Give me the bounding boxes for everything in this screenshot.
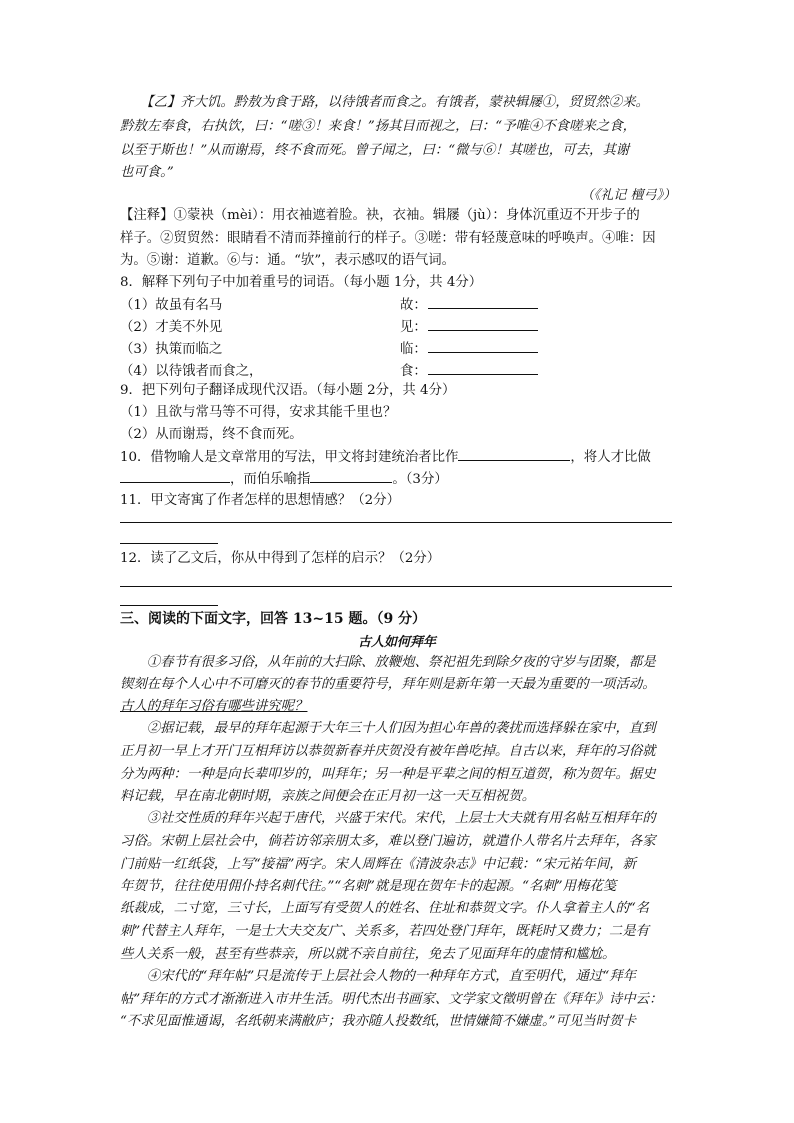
q9-sentence-2: （2）从而谢焉，终不食而死。: [120, 427, 303, 442]
q11-answer-line-2[interactable]: [120, 543, 218, 544]
q8-answer-1[interactable]: [428, 294, 538, 309]
q12-answer-line-2[interactable]: [120, 605, 218, 606]
q8-item-4-word: 食：: [400, 364, 427, 379]
q10-line-2: [120, 468, 680, 491]
q10-text-c: ，而伯乐喻指: [230, 472, 311, 487]
q8-item-3-word: 临：: [400, 342, 427, 357]
article-line-8: ③社交性质的拜年兴起于唐代，兴盛于宋代。宋代，上层士大夫就有用名帖互相拜年的: [120, 811, 656, 826]
notes-line-1: 【注释】①蒙袂（mèi）：用衣袖遮着脸。袂，衣袖。辑屦（jù）：身体沉重迈不开步子的: [120, 208, 640, 223]
q12-answer-line-1[interactable]: [120, 586, 672, 587]
q8-stem: 8．解释下列句子中加着重号的词语。（每小题 1分，共 4分）: [120, 275, 483, 290]
yi-line-4: 也可食。”: [120, 165, 174, 180]
article-line-16: 帖”拜年的方式才渐渐进入市井生活。明代杰出书画家、文学家文徵明曾在《拜年》诗中云：: [120, 992, 663, 1007]
q8-item-4-sentence: （4）以待饿者而食之，: [120, 364, 263, 379]
article-line-12: 纸裁成，二寸宽，三寸长，上面写有受贺人的姓名、住址和恭贺文字。仆人拿着主人的“名: [120, 901, 650, 916]
yi-source: （《礼记 檀弓》）: [580, 188, 676, 203]
q10-text-a: 10．借物喻人是文章常用的写法，甲文将封建统治者比作: [120, 450, 459, 465]
q12-stem: 12．读了乙文后，你从中得到了怎样的启示？（2分）: [120, 551, 441, 566]
q11-stem: 11．甲文寄寓了作者怎样的思想情感？（2分）: [120, 493, 400, 508]
q11-answer-line-1[interactable]: [120, 522, 672, 523]
article-line-14: 些人关系一般，甚至有些恭亲，所以就不亲自前往，免去了见面拜年的虚情和尴尬。: [120, 947, 616, 962]
q9-stem: 9．把下列句子翻译成现代汉语。（每小题 2分，共 4分）: [120, 383, 456, 398]
article-title: 古人如何拜年: [357, 635, 436, 650]
q10-blank-1[interactable]: [458, 446, 570, 461]
article-line-1: ①春节有很多习俗，从年前的大扫除、放鞭炮、祭祀祖先到除夕夜的守岁与团聚，都是: [120, 655, 656, 670]
article-line-10: 门前贴一红纸袋，上写“接福”两字。宋人周辉在《清波杂志》中记载：“宋元祐年间，新: [120, 857, 636, 872]
yi-line-2: 黔敖左奉食，右执饮，曰：“嗟③！来食！”扬其目而视之，曰：“予唯④不食嗟来之食，: [120, 119, 636, 134]
q8-answer-2[interactable]: [428, 316, 538, 331]
q8-item-2-word: 见：: [400, 320, 427, 335]
article-line-11: 年贺节，往往使用佣仆持名刺代往。”“名刺”就是现在贺年卡的起源。“名刺”用梅花笺: [120, 879, 617, 894]
article-line-6: 分为两种：一种是向长辈叩岁的，叫拜年；另一种是平辈之间的相互道贺，称为贺年。据史: [120, 767, 656, 782]
q10-text-b: ，将人才比做: [570, 450, 651, 465]
q10-blank-2[interactable]: [120, 468, 230, 483]
article-line-3: 古人的拜年习俗有哪些讲究呢？: [120, 699, 308, 714]
notes-line-2: 样子。②贸贸然：眼睛看不清而莽撞前行的样子。③嗟：带有轻蔑意味的呼唤声。④唯：因: [120, 231, 656, 246]
article-line-17: “不求见面惟通谒，名纸朝来满敝庐；我亦随人投数纸，世情嫌简不嫌虚。”可见当时贺卡: [120, 1014, 636, 1029]
article-line-4: ②据记载，最早的拜年起源于大年三十人们因为担心年兽的袭扰而选择躲在家中，直到: [120, 721, 656, 736]
article-line-9: 习俗。宋朝上层社会中，倘若访邻亲朋太多，难以登门遍访，就遣仆人带名片去拜年，各家: [120, 834, 656, 849]
article-line-15: ④宋代的“拜年帖”只是流传于上层社会人物的一种拜年方式，直至明代，通过“拜年: [120, 969, 636, 984]
q8-item-2-sentence: （2）才美不外见: [120, 320, 223, 335]
q10-line-1: [120, 446, 680, 469]
q8-item-1-sentence: （1）故虽有名马: [120, 298, 223, 313]
article-line-13: 刺”代替主人拜年，一是士大夫交友广、关系多，若四处登门拜年，既耗时又费力；二是有: [120, 924, 650, 939]
q10-text-d: 。（3分）: [392, 472, 448, 487]
article-line-5: 正月初一早上才开门互相拜访以恭贺新春并庆贺没有被年兽吃掉。自古以来，拜年的习俗就: [120, 744, 656, 759]
q10-blank-3[interactable]: [310, 468, 392, 483]
q8-item-3-sentence: （3）执策而临之: [120, 342, 223, 357]
q8-answer-3[interactable]: [428, 338, 538, 353]
article-line-2: 锲刻在每个人心中不可磨灭的春节的重要符号，拜年则是新年第一天最为重要的一项活动。: [120, 677, 656, 692]
q8-answer-4[interactable]: [428, 360, 538, 375]
section3-heading: 三、阅读的下面文字，回答 13~15 题。（9 分）: [120, 611, 427, 627]
article-line-7: 料记载，早在南北朝时期，亲族之间便会在正月初一这一天互相祝贺。: [120, 789, 536, 804]
yi-line-1: 【乙】齐大饥。黔敖为食于路，以待饿者而食之。有饿者，蒙袂辑屦①，贸贸然②来。: [120, 95, 649, 110]
q9-sentence-1: （1）且欲与常马等不可得，安求其能千里也？: [120, 405, 397, 420]
yi-line-3: 以至于斯也！”从而谢焉，终不食而死。曾子闻之，曰：“微与⑥！其嗟也，可去，其谢: [120, 143, 630, 158]
notes-line-3: 为。⑤谢：道歉。⑥与：通。“欤”，表示感叹的语气词。: [120, 253, 456, 268]
q8-item-1-word: 故：: [400, 298, 427, 313]
